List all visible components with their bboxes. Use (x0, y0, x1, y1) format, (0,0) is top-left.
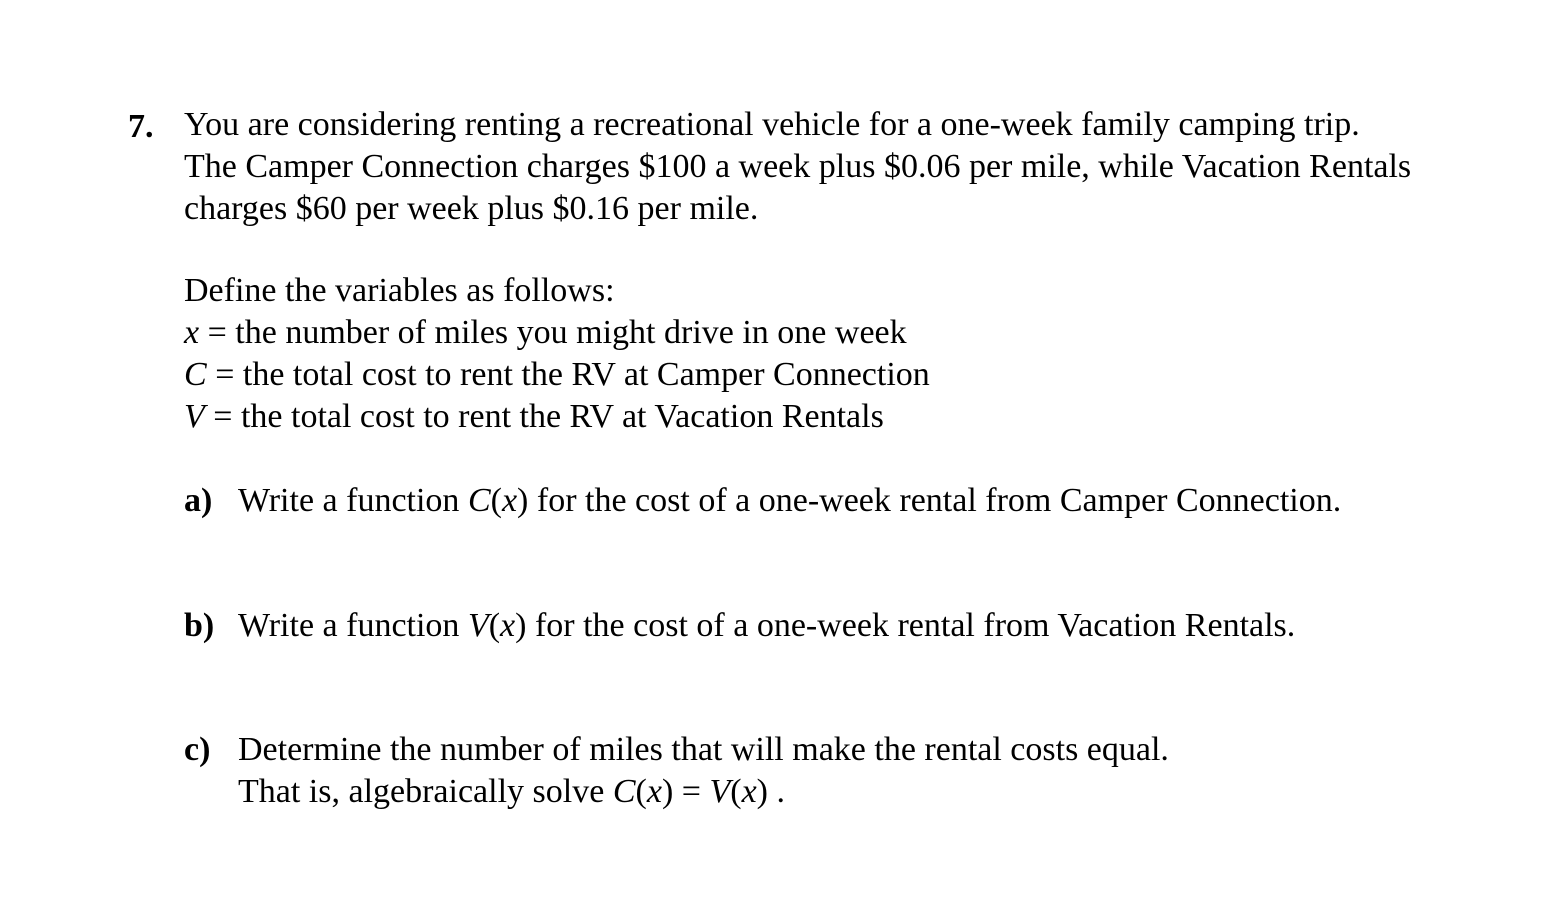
part-b-label: b) (184, 607, 215, 644)
intro-line-3: charges $60 per week plus $0.16 per mile. (184, 190, 759, 227)
variable-description: the number of miles you might drive in one week (235, 314, 907, 351)
variable-symbol: C (184, 356, 207, 393)
variable-v-definition (184, 400, 884, 434)
part-b-text-before: Write a function (238, 607, 468, 644)
part-c-line-1: Determine the number of miles that will make the rental costs equal. (238, 731, 1169, 768)
part-a-label: a) (184, 482, 213, 519)
problem-number: 7. (128, 108, 154, 145)
equals-sign: = (206, 356, 243, 393)
define-heading: Define the variables as follows: (184, 272, 615, 309)
variable-symbol: V (184, 398, 205, 435)
intro-line-2: The Camper Connection charges $100 a week plus $0.06 per mile, while Vacation Rentals (184, 148, 1412, 185)
variable-c-definition (184, 358, 930, 392)
equals-sign: = (204, 398, 241, 435)
equals-sign: = (673, 773, 710, 810)
part-c-line-2-after: . (767, 773, 785, 810)
function-name: V (467, 607, 489, 644)
rhs-function-argument: x (741, 773, 757, 810)
function-argument: x (500, 607, 516, 644)
rhs-function-name: V (709, 773, 731, 810)
variable-x-definition (184, 316, 907, 350)
variable-description: the total cost to rent the RV at Camper Connection (242, 356, 930, 393)
part-b-text: Write a function V(x) for the cost of a one-week rental from Vacation Rentals. (238, 607, 1296, 644)
part-b-text-after: for the cost of a one-week rental from Vacation Rentals. (526, 607, 1296, 644)
intro-line-1: You are considering renting a recreational vehicle for a one-week family camping trip. (184, 106, 1360, 143)
function-name: C (467, 482, 491, 519)
part-a-text: Write a function C(x) for the cost of a one-week rental from Camper Connection. (238, 482, 1342, 519)
variable-symbol: x (184, 314, 200, 351)
equals-sign: = (199, 314, 236, 351)
lhs-function-name: C (612, 773, 636, 810)
part-c-label: c) (184, 731, 211, 768)
part-c-line-2-before: That is, algebraically solve (238, 773, 613, 810)
function-argument: x (501, 482, 518, 519)
lhs-function-argument: x (646, 773, 662, 810)
variable-description: the total cost to rent the RV at Vacation Rentals (240, 398, 884, 435)
part-a-text-after: for the cost of a one-week rental from Camper Connection. (528, 482, 1342, 519)
part-c-line-2: That is, algebraically solve C(x) = V(x) . (238, 773, 785, 810)
part-a-text-before: Write a function (238, 482, 468, 519)
